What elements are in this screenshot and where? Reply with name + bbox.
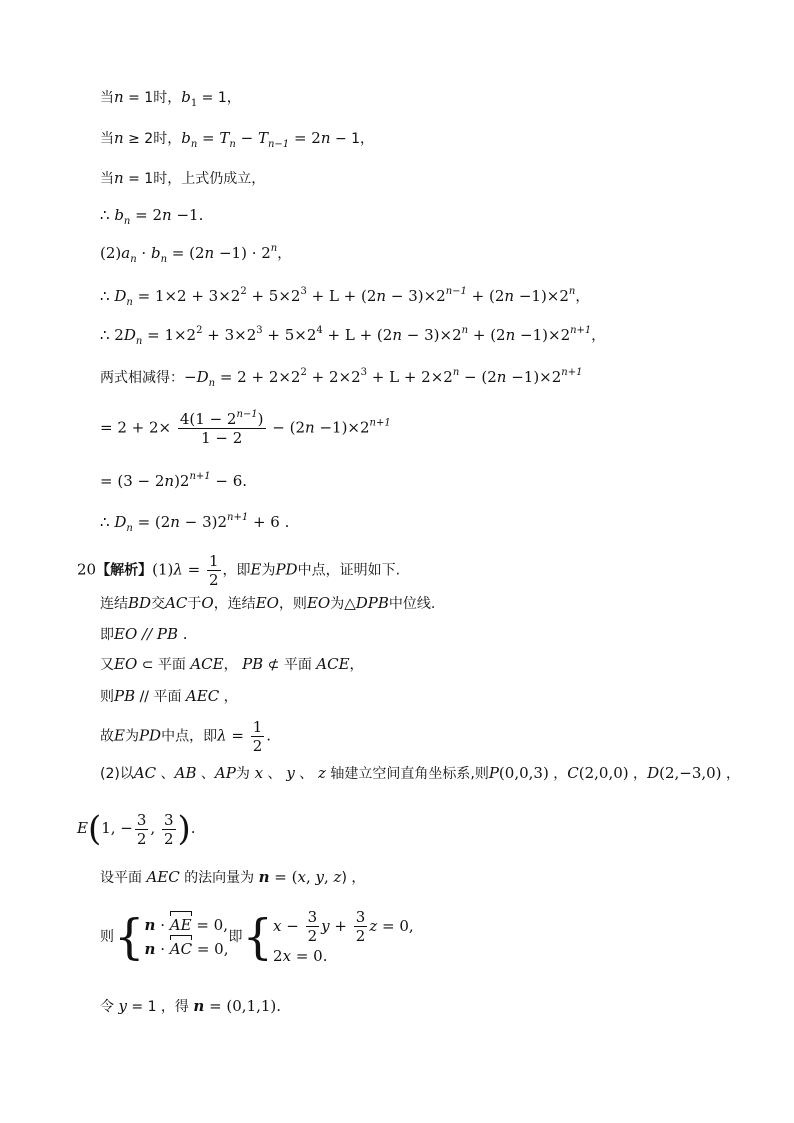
line-5: $(2)a_n \cdot b_n = (2n -1) \cdot 2^n$， xyxy=(100,243,292,265)
line-20: 设平面 AEC 的法向量为 n = (x, y, z) ， xyxy=(100,868,366,886)
line-18: (2)以AC 、AB 、AP为 x 、 y 、 z 轴建立空间直角坐标系,则P(0,0,3) ，C(2,0,0) ，D(2,−3,0) ， xyxy=(100,764,740,782)
line-7: ∴ $2D_n = 1\times 2^2 + 3\times 2^3 + 5\times 2^4 + L + (2n - 3)\times 2^n + (2n -1)\times 2^{n+1}$， xyxy=(100,325,606,347)
line-9: = 2 + 2× $\frac{4(1 - 2^{n-1})}{1 - 2}$ − $(2n -1)\times 2^{n+1}$ xyxy=(100,409,391,447)
equation-system-1: n · AE = 0, n · AC = 0, xyxy=(145,913,229,961)
equation-system-2: x − $\frac{3}{2}$ y + $\frac{3}{2}$ z = 0, 2x = 0. xyxy=(273,908,414,966)
line-8: 两式相减得：$-D_n = 2 + 2\times 2^2 + 2\times 2^3 + L + 2\times 2^n - (2n -1)\times 2^{n+1}$ xyxy=(100,367,583,389)
line-2: 当n ≥ 2时，$b_n = T_n - T_{n-1} = 2n - 1$， xyxy=(100,129,375,150)
line-4: ∴ $b_n = 2n -1$. xyxy=(100,206,204,227)
line-10: = $(3 - 2n)2^{n+1} - 6$. xyxy=(100,471,248,490)
fraction: $\frac{3}{2}$ xyxy=(355,908,366,946)
line-16: 则PB // 平面 AEC ， xyxy=(100,687,238,705)
line-17: 故E为PD中点，即λ = $\frac{1}{2}$ . xyxy=(100,718,272,755)
fraction: $\frac{3}{2}$ xyxy=(136,810,147,848)
line-13: 连结BD交AC于O，连结EO，则EO为△DPB中位线. xyxy=(100,594,436,612)
fraction: $\frac{1}{2}$ xyxy=(252,718,263,755)
line-22: 令 y = 1 ，得 n = (0,1,1). xyxy=(100,997,282,1015)
line-21: 则{ n · AE = 0, n · AC = 0, 即{ x − $\frac{3}{2}$ y + $\frac{3}{2}$ z = 0, 2x = 0. xyxy=(100,908,414,966)
line-12: 20【解析】(1)λ = $\frac{1}{2}$ ，即E为PD中点，证明如下. xyxy=(77,552,401,589)
line-14: 即EO // PB . xyxy=(100,625,188,643)
line-15: 又EO ⊂ 平面 ACE， PB ⊄ 平面 ACE， xyxy=(100,655,364,673)
fraction: $\frac{1}{2}$ xyxy=(208,552,219,589)
fraction: $\frac{3}{2}$ xyxy=(307,908,318,946)
line-6: ∴ $D_n = 1\times 2 + 3\times 2^2 + 5\times 2^3 + L + (2n - 3)\times 2^{n-1} + (2n -1)\times 2^n$， xyxy=(100,286,590,308)
line-19: E(1, − $\frac{3}{2}$ , $\frac{3}{2}$ ). xyxy=(77,809,196,849)
fraction: $\frac{4(1 - 2^{n-1})}{1 - 2}$ xyxy=(179,409,264,447)
line-3: 当n = 1时，上式仍成立， xyxy=(100,169,266,187)
fraction: $\frac{3}{2}$ xyxy=(163,810,174,848)
line-11: ∴ $D_n = (2n - 3)2^{n+1} + 6$ . xyxy=(100,512,290,534)
line-1: 当n = 1时，$b_1 = 1$， xyxy=(100,88,241,109)
